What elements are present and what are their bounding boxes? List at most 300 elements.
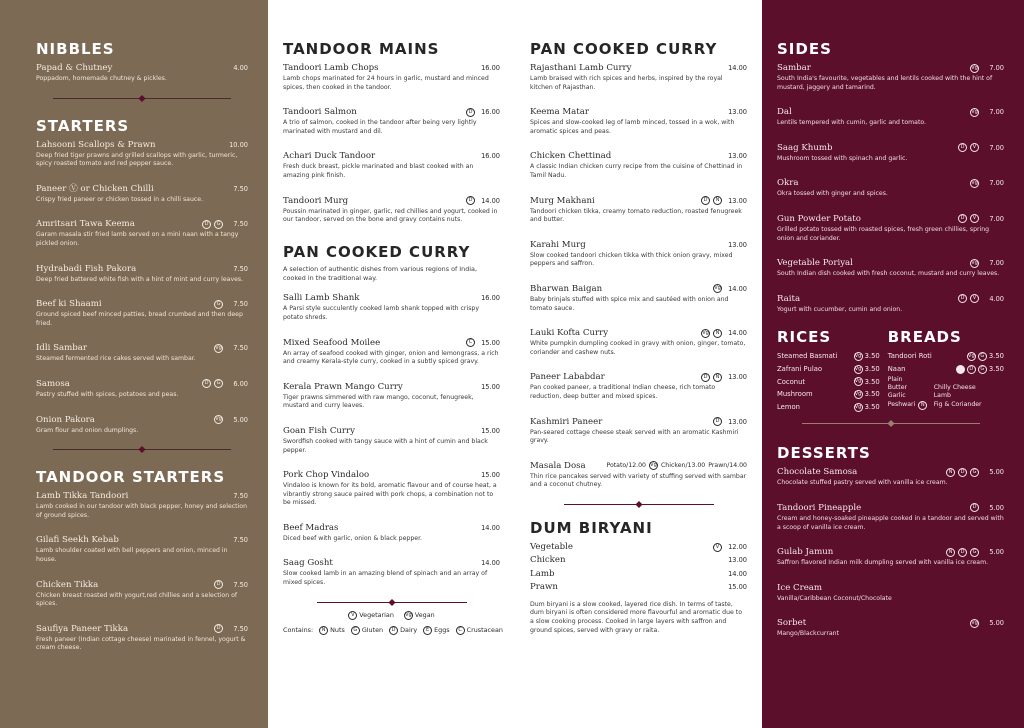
item-meta <box>226 139 248 151</box>
menu-item <box>36 623 248 653</box>
menu-item <box>777 62 1004 92</box>
menu-item-header <box>777 293 1004 305</box>
dietary-badge-icon: Vg <box>215 344 222 351</box>
section-title-dum-biryani: DUM BIRYANI <box>530 518 653 537</box>
item-name: Okra <box>777 178 799 189</box>
item-price: 7.00 <box>989 179 1004 188</box>
item-meta <box>214 414 248 426</box>
item-description: White pumpkin dumpling cooked in gravy with onion, ginger, tomato, coriander and cashew nuts. <box>530 340 746 356</box>
menu-item <box>36 62 248 84</box>
menu-item <box>36 298 248 328</box>
menu-item-header <box>36 218 248 230</box>
item-name: Chicken Chettinad <box>530 151 612 162</box>
item-price: 15.00 <box>481 426 500 435</box>
item-description: Swordfish cooked with tangy sauce with a hint of cumin and black pepper. <box>283 437 488 454</box>
menu-item-header <box>36 342 248 354</box>
item-price: 7.00 <box>989 64 1004 72</box>
tandoor-starters-list <box>36 490 248 653</box>
item-description: Cream and honey-soaked pineapple cooked in a tandoor and served with a scoop of vanilla ice cream. <box>777 514 1004 531</box>
naan-variant: Peshwari <box>887 401 916 409</box>
menu-item-header <box>283 469 500 481</box>
dietary-badge-icon: G <box>214 379 223 388</box>
dietary-badge-icon: D <box>958 294 967 303</box>
item-name: Mixed Seafood Moilee <box>283 337 381 348</box>
vegetarian-icon: V <box>348 611 357 620</box>
menu-item-header <box>777 502 1004 514</box>
item-price: 15.00 <box>481 338 500 347</box>
menu-item <box>530 371 747 401</box>
dosa-price-prawn: Prawn/14.00 <box>708 461 747 469</box>
item-price: 7.50 <box>233 300 248 309</box>
item-meta <box>214 342 248 354</box>
bread-row <box>888 363 1004 376</box>
item-price: 16.00 <box>481 108 500 117</box>
section-title-tandoor-mains: TANDOOR MAINS <box>283 40 440 58</box>
naan-variant-row <box>888 376 1004 384</box>
item-name: Chicken <box>530 555 566 566</box>
item-meta <box>970 502 1004 514</box>
egg-icon <box>956 365 965 374</box>
item-price: 10.00 <box>229 140 248 149</box>
item-price: 13.00 <box>728 152 747 161</box>
menu-column-3 <box>516 0 762 728</box>
dosa-price-potato: Potato/12.00 <box>606 461 646 469</box>
gluten-icon: G <box>978 352 987 361</box>
section-title-breads: BREADS <box>887 328 962 347</box>
section-title-desserts: DESSERTS <box>777 444 871 463</box>
legend-dairy: Dairy <box>400 626 418 635</box>
item-description: An array of seafood cooked with ginger, onion and lemongrass, a rich and creamy Kerala-style curry, cooked in a subtly spiced gravy. <box>283 349 499 366</box>
menu-item <box>283 62 500 92</box>
menu-item <box>530 283 747 313</box>
item-meta <box>466 106 500 118</box>
item-name: Dal <box>777 107 792 118</box>
item-price: 7.50 <box>233 264 248 273</box>
menu-item <box>777 617 1004 639</box>
pan-curry-intro <box>283 265 500 283</box>
dietary-badge-icon: D <box>958 214 967 223</box>
dietary-badge-icon: V <box>970 143 979 152</box>
menu-item-header <box>36 62 248 74</box>
menu-item <box>777 106 1004 128</box>
item-price: 4.00 <box>233 64 248 72</box>
dietary-badge-icon: D <box>214 624 223 633</box>
dietary-badge-icon: V <box>970 294 979 303</box>
item-meta <box>970 257 1004 269</box>
item-meta <box>725 239 747 251</box>
dietary-badge-icon: Vg <box>971 64 978 71</box>
menu-item <box>530 327 747 357</box>
item-price: 7.00 <box>989 214 1004 223</box>
item-meta <box>970 617 1004 629</box>
menu-item-header <box>283 557 500 569</box>
starters-list <box>36 139 248 436</box>
item-name: Amritsari Tawa Keema <box>36 219 135 230</box>
item-meta <box>478 292 500 304</box>
item-meta <box>226 183 248 195</box>
menu-item-header <box>530 416 747 428</box>
menu-item <box>283 150 500 180</box>
menu-item-header <box>283 381 500 393</box>
item-meta <box>958 213 1004 225</box>
menu-item <box>283 522 500 544</box>
item-price: 14.00 <box>728 284 747 293</box>
menu-item-header <box>777 213 1004 225</box>
dosa-prices <box>606 460 747 472</box>
dietary-badge-icon: G <box>970 468 979 477</box>
section-title-pan-cooked-curry: PAN COOKED CURRY <box>283 242 471 261</box>
menu-item <box>777 582 1004 604</box>
item-meta <box>725 106 747 118</box>
section-title-starters: STARTERS <box>36 116 130 135</box>
nuts-icon: N <box>918 401 927 410</box>
item-meta <box>725 62 747 74</box>
item-description: Steamed fermented rice cakes served with sambar. <box>36 355 196 363</box>
dietary-badge-icon: D <box>466 108 475 117</box>
item-name: Tandoori Pineapple <box>777 502 862 513</box>
item-meta <box>478 425 500 437</box>
biryani-row <box>530 541 747 555</box>
item-name: Saag Gosht <box>283 558 333 569</box>
dietary-badge-icon: D <box>958 548 967 557</box>
item-meta <box>466 195 500 207</box>
bread-row <box>888 350 1004 363</box>
item-price: 7.00 <box>989 259 1004 268</box>
menu-item-header <box>36 139 248 151</box>
item-description: Garam masala stir fried lamb served on a mini naan with a tangy pickled onion. <box>36 231 239 247</box>
item-meta <box>478 469 500 481</box>
item-meta <box>478 62 500 74</box>
item-meta <box>701 371 747 383</box>
vegan-icon: Vg <box>854 403 862 410</box>
item-price: 7.50 <box>233 344 248 353</box>
biryani-list <box>530 541 747 595</box>
menu-item <box>530 416 747 446</box>
menu-item <box>777 213 1004 243</box>
vegan-icon: Vg <box>854 390 862 397</box>
item-description: Gram flour and onion dumplings. <box>36 426 139 434</box>
item-description: Fresh paneer (Indian cottage cheese) marinated in fennel, yogurt & cream cheese. <box>36 635 246 652</box>
menu-item <box>777 293 1004 315</box>
dietary-badge-icon: N <box>713 329 722 338</box>
dietary-badge-icon: D <box>958 143 967 152</box>
rice-row <box>777 401 880 414</box>
item-meta <box>958 142 1004 154</box>
item-name: Gilafi Seekh Kebab <box>36 535 119 546</box>
item-name: Kashmiri Paneer <box>530 416 603 427</box>
naan-variant: Plain <box>887 375 903 383</box>
item-price: 14.00 <box>728 64 747 72</box>
item-description: South India's favourite, vegetables and lentils cooked with the hint of mustard, jaggery and tamarind. <box>777 75 993 91</box>
menu-item-header <box>283 62 500 74</box>
biryani-row <box>530 554 747 568</box>
naan-variant-row <box>888 384 1004 392</box>
dietary-badge-icon: D <box>701 373 710 382</box>
menu-column-2 <box>268 0 516 728</box>
item-description: Diced beef with garlic, onion & black pepper. <box>283 534 423 542</box>
item-price: 13.00 <box>728 108 747 117</box>
item-name: Raita <box>777 293 801 304</box>
pan-curry-list-a <box>283 292 500 587</box>
item-meta <box>226 263 248 275</box>
item-description: Spices and slow-cooked leg of lamb minced, tossed in a wok, with aromatic spices and peas. <box>530 119 735 135</box>
item-description: Pan cooked paneer, a traditional Indian cheese, rich tomato reduction, deep butter and mixed spices. <box>530 384 716 400</box>
menu-item <box>283 425 500 455</box>
item-price: 16.00 <box>481 152 500 161</box>
item-name: Tandoori Roti <box>887 352 932 361</box>
item-meta <box>478 557 500 569</box>
nuts-icon: N <box>319 626 328 635</box>
item-name: Vegetable Poriyal <box>777 258 853 269</box>
menu-item <box>530 62 747 92</box>
menu-item <box>283 106 500 136</box>
item-name: Vegetable <box>530 541 574 552</box>
item-price: 15.00 <box>481 382 500 391</box>
menu-item-header <box>777 257 1004 269</box>
item-meta <box>214 623 248 635</box>
item-price: 15.00 <box>481 471 500 480</box>
menu-item-header <box>777 466 1004 478</box>
rice-row <box>777 350 880 363</box>
item-description: Lamb braised with rich spices and herbs, inspired by the royal kitchen of Rajasthan. <box>530 75 723 91</box>
menu-item-header <box>777 617 1004 629</box>
item-name: Hydrabadi Fish Pakora <box>36 263 137 274</box>
item-meta <box>701 327 747 339</box>
legend-contains: Contains: <box>283 626 314 635</box>
item-description: South Indian dish cooked with fresh coconut, mustard and curry leaves. <box>777 270 1000 278</box>
section-divider <box>53 98 231 99</box>
item-name: Bharwan Baigan <box>530 283 603 294</box>
menu-item-header <box>283 337 500 349</box>
item-price: 3.50 <box>988 364 1004 373</box>
item-description: Grilled potato tossed with roasted spices, fresh green chillies, spring onion and coriander. <box>777 225 990 242</box>
item-meta <box>958 293 1004 305</box>
item-name: Sambar <box>777 63 811 73</box>
nibbles-list <box>36 62 248 84</box>
vegan-icon: Vg <box>405 611 412 618</box>
menu-item-header <box>777 142 1004 154</box>
menu-item <box>36 534 248 564</box>
menu-item-header <box>530 62 747 74</box>
menu-item <box>283 469 500 508</box>
vegan-icon: Vg <box>650 462 657 469</box>
item-description: Vindaloo is known for its bold, aromatic flavour and of course heat, a vibrantly strong sauce paired with pork chops, a combination not to be missed. <box>283 482 497 507</box>
item-price: 3.50 <box>864 352 880 361</box>
menu-item <box>530 239 747 269</box>
menu-item <box>36 579 248 609</box>
item-name: Chicken Tikka <box>36 579 99 590</box>
item-name: Paneer Lababdar <box>530 372 605 383</box>
item-price: 13.00 <box>728 556 747 565</box>
item-name: Kerala Prawn Mango Curry <box>283 381 403 392</box>
item-description: Saffron flavored Indian milk dumpling served with vanilla ice cream. <box>777 559 989 567</box>
dietary-badge-icon: D <box>713 417 722 426</box>
item-description: Poussin marinated in ginger, garlic, red chillies and yogurt, cooked in our tandoor, served on the bone and gravy contains nuts. <box>283 207 498 224</box>
dietary-badge-icon: Vg <box>215 416 222 423</box>
item-name: Pork Chop Vindaloo <box>283 470 370 481</box>
item-meta <box>713 283 747 295</box>
dietary-badge-icon: N <box>946 468 955 477</box>
dietary-badge-icon: Vg <box>971 619 978 626</box>
legend-eggs: Eggs <box>434 626 450 635</box>
menu-item-header <box>530 371 747 383</box>
menu-item <box>777 546 1004 568</box>
menu-item-header <box>36 490 248 502</box>
item-name: Tandoori Murg <box>283 195 349 206</box>
menu-item <box>777 142 1004 164</box>
item-price: 3.50 <box>864 390 880 399</box>
item-name: Zafrani Pulao <box>777 364 823 373</box>
menu-item <box>36 414 248 436</box>
section-divider <box>564 504 714 505</box>
dietary-badge-icon: Vg <box>971 259 978 266</box>
menu-item <box>530 106 747 136</box>
menu-column-1 <box>0 0 268 728</box>
section-title-nibbles: NIBBLES <box>36 40 115 58</box>
item-description: Lamb cooked in our tandoor with black pepper, honey and selection of ground spices. <box>36 503 248 519</box>
item-price: 5.00 <box>989 503 1004 512</box>
item-meta <box>466 337 500 349</box>
item-price: 7.50 <box>233 492 248 501</box>
dietary-badge-icon: V <box>970 214 979 223</box>
vegan-icon: Vg <box>854 353 862 360</box>
naan-variant: Fig & Coriander <box>933 400 982 408</box>
menu-item <box>283 292 500 322</box>
item-name: Mushroom <box>777 390 813 399</box>
menu-item-header <box>36 298 248 310</box>
item-description: Mango/Blackcurrant <box>777 630 840 638</box>
item-description: Pan-seared cottage cheese steak served with an aromatic Kashmiri gravy. <box>530 428 739 445</box>
rice-row <box>777 388 880 401</box>
menu-item-header <box>530 150 747 162</box>
item-description: Lamb chops marinated for 24 hours in garlic, mustard and minced spices, then cooked in the tandoor. <box>283 75 489 91</box>
menu-item <box>36 378 248 400</box>
item-description: Deep fried tiger prawns and grilled scallops with garlic, turmeric, spicy roasted tomato and red pepper sauce. <box>36 151 238 168</box>
item-price: 7.50 <box>233 536 248 545</box>
section-title-tandoor-starters: TANDOOR STARTERS <box>36 468 226 487</box>
menu-item <box>777 502 1004 532</box>
item-meta <box>725 150 747 162</box>
sides-list <box>777 62 1004 314</box>
item-description: Chocolate stuffed pastry served with vanilla ice cream. <box>777 479 948 487</box>
menu-item <box>36 139 248 169</box>
item-description: Baby brinjals stuffed with spice mix and sautéed with onion and tomato sauce. <box>530 295 729 312</box>
item-price: 4.00 <box>989 294 1004 303</box>
vegan-icon: Vg <box>854 365 862 372</box>
menu-item-header <box>283 106 500 118</box>
item-price: 16.00 <box>481 294 500 303</box>
item-name: Lahsooni Scallops & Prawn <box>36 139 156 150</box>
item-name: Achari Duck Tandoor <box>283 151 376 162</box>
dietary-badge-icon: D <box>214 580 223 589</box>
dietary-badge-icon: G <box>214 300 223 309</box>
item-description: Tandoori chicken tikka, creamy tomato reduction, roasted fenugreek and butter. <box>530 207 742 224</box>
item-name: Saufiya Paneer Tikka <box>36 623 129 634</box>
menu-item <box>283 557 500 587</box>
item-description: Slow cooked tandoori chicken tikka with thick onion gravy, mixed peppers and saffron. <box>530 251 733 268</box>
item-name: Gulab Jamun <box>777 547 834 558</box>
section-title-sides: SIDES <box>777 40 832 58</box>
item-description: Fresh duck breast, pickle marinated and blast cooked with an amazing pink finish. <box>283 163 474 179</box>
dairy-icon: D <box>389 626 398 635</box>
dairy-icon: D <box>967 365 976 374</box>
item-price: 7.50 <box>233 624 248 633</box>
desserts-list <box>777 466 1004 639</box>
biryani-row <box>530 581 747 595</box>
legend-vegan: Vegan <box>414 611 435 620</box>
item-price: 13.00 <box>728 196 747 205</box>
item-name: Chocolate Samosa <box>777 467 858 478</box>
item-name: Lamb Tikka Tandoori <box>36 491 129 502</box>
item-name: Naan <box>887 364 906 373</box>
legend-crustacean: Crustacean <box>466 626 503 635</box>
menu-item-header <box>283 425 500 437</box>
dietary-badge-icon: N <box>946 548 955 557</box>
item-description: Tiger prawns simmered with raw mango, coconut, fenugreek, mustard and curry leaves. <box>283 393 474 410</box>
item-description: Pastry stuffed with spices, potatoes and peas. <box>36 390 179 398</box>
item-price: 15.00 <box>728 583 747 592</box>
item-name: Paneer Ⓥ or Chicken Chilli <box>36 183 154 194</box>
legend-gluten: Gluten <box>361 626 384 635</box>
item-description: Thin rice pancakes served with variety of stuffing served with sambar and a coconut chutney. <box>530 472 747 489</box>
naan-variant-row <box>888 392 1004 400</box>
item-price: 5.00 <box>989 619 1004 628</box>
section-title-rices: RICES <box>777 328 832 347</box>
item-description: Lamb shoulder coated with bell peppers and onion, minced in house. <box>36 547 228 563</box>
item-description: Crispy fried paneer or chicken tossed in a chilli sauce. <box>36 195 204 203</box>
section-divider <box>53 449 231 450</box>
menu-item-header <box>530 283 747 295</box>
item-description: Mushroom tossed with spinach and garlic. <box>777 154 908 162</box>
item-price: 5.00 <box>989 468 1004 477</box>
tandoor-mains-list <box>283 62 500 225</box>
menu-item <box>777 257 1004 279</box>
item-name: Tandoori Salmon <box>283 107 357 118</box>
menu-item-header <box>36 579 248 591</box>
item-meta <box>970 62 1004 74</box>
menu-item <box>530 195 747 225</box>
menu-item-header <box>283 522 500 534</box>
item-price: 3.50 <box>864 402 880 411</box>
dietary-badge-icon: G <box>970 548 979 557</box>
menu-item-header <box>777 582 1004 594</box>
naan-variant: Garlic <box>887 392 906 400</box>
item-description: Ground spiced beef minced patties, bread crumbed and then deep fried. <box>36 311 243 327</box>
item-description: Deep fried battered white fish with a hint of mint and curry leaves. <box>36 275 244 283</box>
item-name: Sorbet <box>777 618 807 629</box>
item-name: Goan Fish Curry <box>283 425 355 436</box>
eggs-icon: E <box>423 626 432 635</box>
dietary-badge-icon: D <box>202 220 211 229</box>
menu-item-header <box>530 239 747 251</box>
rice-row <box>777 363 880 376</box>
menu-item-header <box>36 378 248 390</box>
naan-variant: Butter <box>887 383 908 391</box>
item-name: Onion Pakora <box>36 414 95 425</box>
dietary-badge-icon: Vg <box>714 285 721 292</box>
item-description: Vanilla/Caribbean Coconut/Chocolate <box>777 594 892 602</box>
item-price: 14.00 <box>728 569 747 578</box>
item-price: 7.50 <box>233 220 248 229</box>
item-price: 6.00 <box>233 379 248 388</box>
naan-variant: Lamb <box>933 392 951 400</box>
item-description: Poppadom, homemade chutney & pickles. <box>36 75 167 82</box>
dietary-badge-icon: C <box>466 338 475 347</box>
menu-item <box>36 263 248 285</box>
biryani-row <box>530 568 747 582</box>
item-meta <box>202 378 248 390</box>
item-name: Ice Cream <box>777 582 823 593</box>
